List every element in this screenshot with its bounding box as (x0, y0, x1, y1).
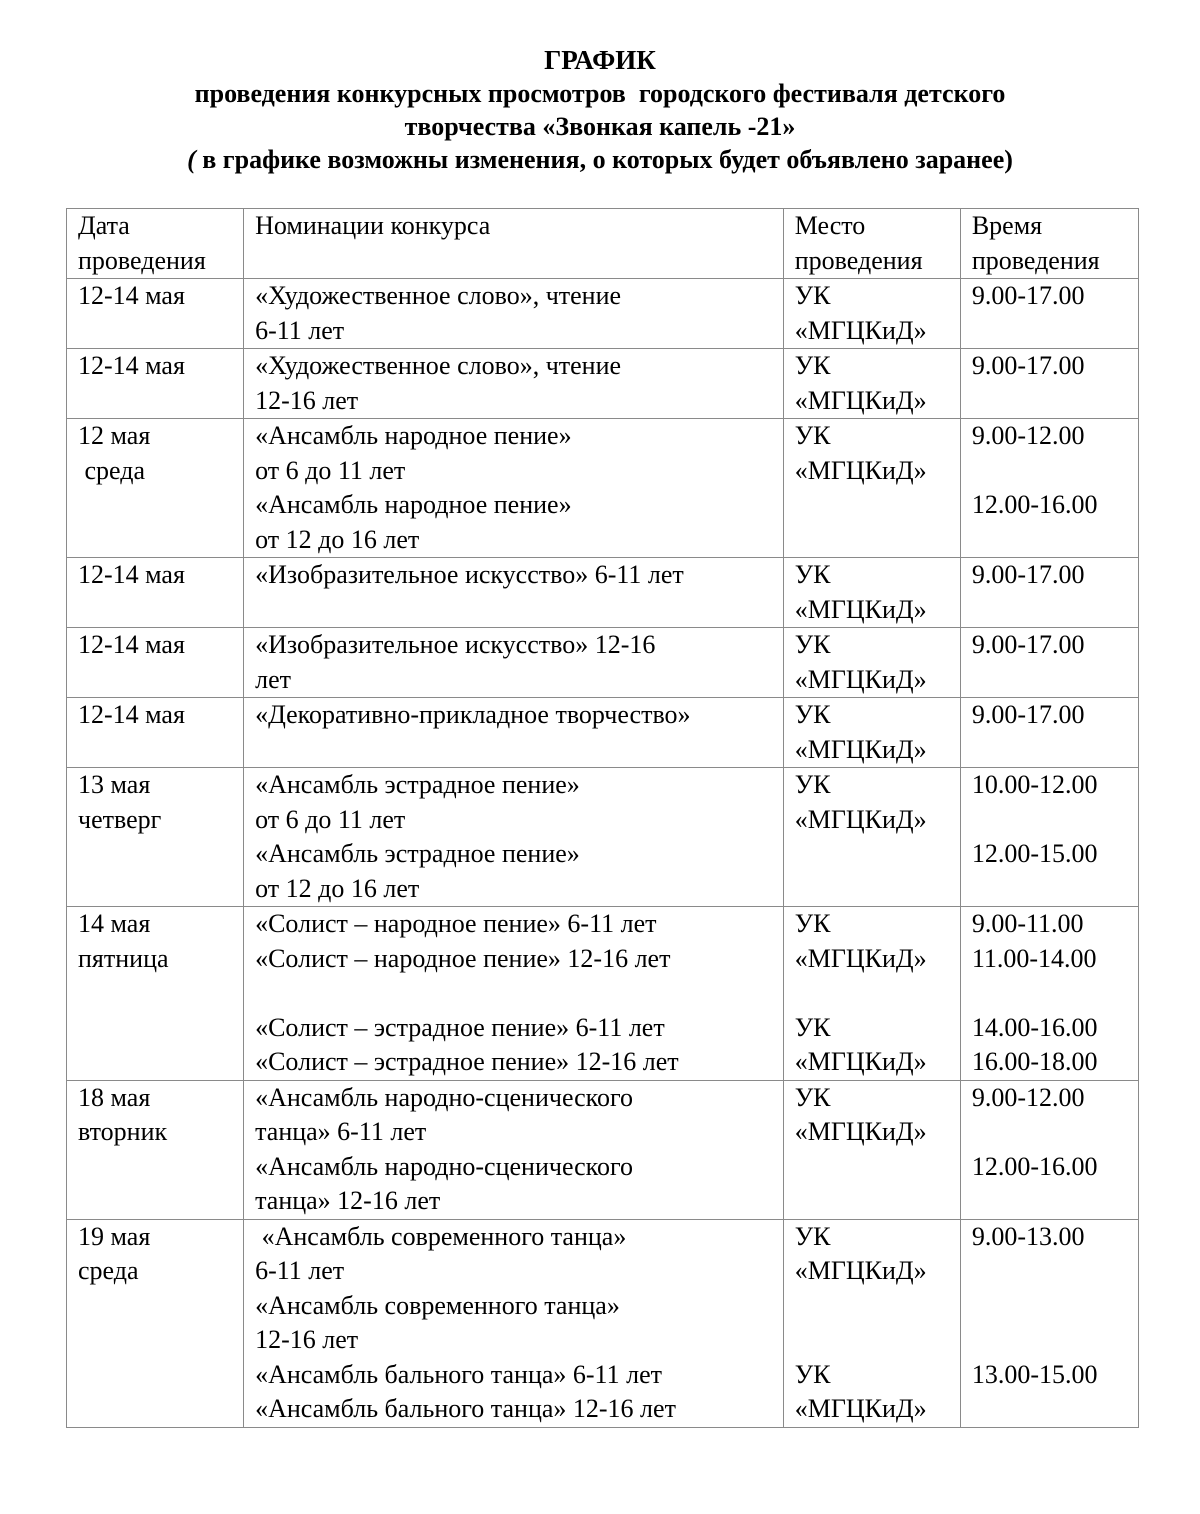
cell-place (783, 349, 960, 419)
cell-line (972, 1289, 1138, 1324)
cell-place (783, 907, 960, 1081)
cell-line: 16.00-18.00 (971, 1047, 1098, 1076)
cell-line (795, 1289, 960, 1324)
cell-date (67, 558, 244, 628)
cell-line: УК (794, 1221, 831, 1251)
cell-line: «МГЦКиД» (794, 943, 927, 973)
cell-line: «МГЦКиД» (794, 664, 927, 694)
cell-line: УК (794, 770, 831, 799)
cell-line: «Ансамбль бального танца» 6-11 лет (255, 1359, 662, 1389)
cell-line: от 6 до 11 лет (255, 455, 406, 485)
table-row (67, 349, 1139, 419)
cell-line: «МГЦКиД» (794, 734, 927, 764)
cell-line: «Солист – эстрадное пение» 6-11 лет (255, 1012, 665, 1042)
cell-line: 12 мая (78, 421, 151, 450)
cell-nomination (244, 349, 784, 419)
cell-line: 13.00-15.00 (971, 1359, 1098, 1389)
cell-date (67, 419, 244, 558)
table-row (67, 419, 1139, 558)
cell-line: 12-16 лет (255, 385, 359, 415)
cell-line: среда (78, 455, 146, 485)
header-time (960, 209, 1138, 279)
cell-line: Место (794, 211, 866, 240)
cell-line: «Солист – эстрадное пение» 12-16 лет (255, 1047, 679, 1076)
cell-place (783, 628, 960, 698)
table-row (67, 907, 1139, 1081)
cell-line: «Декоративно-прикладное творчество» (255, 700, 691, 729)
cell-nomination (244, 1219, 784, 1427)
cell-line: 14.00-16.00 (971, 1012, 1098, 1042)
cell-line (255, 976, 783, 1011)
cell-nomination (244, 279, 784, 349)
cell-line: УК (794, 351, 831, 380)
cell-time (960, 558, 1138, 628)
cell-line: УК (794, 1082, 831, 1112)
table-row (67, 628, 1139, 698)
table-row (67, 1080, 1139, 1219)
document-subtitle-line1: проведения конкурсных просмотров городского фестиваля детского (194, 79, 1006, 108)
cell-line: «Изобразительное искусство» 6-11 лет (255, 560, 684, 589)
cell-date (67, 907, 244, 1081)
cell-line: 12.00-15.00 (971, 839, 1098, 868)
cell-line: «Ансамбль современного танца» (255, 1221, 627, 1251)
cell-line: 12.00-16.00 (971, 490, 1098, 519)
cell-date (67, 349, 244, 419)
cell-time (960, 768, 1138, 907)
note-paren: ( (187, 145, 196, 174)
cell-place (783, 558, 960, 628)
cell-line (972, 1323, 1138, 1358)
cell-line: 12.00-16.00 (971, 1151, 1098, 1181)
cell-time (960, 628, 1138, 698)
document-note (0, 143, 1200, 176)
cell-line: «МГЦКиД» (794, 455, 927, 485)
cell-line: лет (255, 664, 291, 694)
cell-line: проведения (971, 245, 1100, 275)
cell-date (67, 698, 244, 768)
header-nomination (244, 209, 784, 279)
cell-line: УК (794, 560, 831, 589)
cell-line: пятница (78, 943, 169, 973)
cell-place (783, 698, 960, 768)
cell-line: «МГЦКиД» (794, 385, 927, 415)
cell-line: «Ансамбль народно-сценического (255, 1082, 634, 1112)
cell-line (972, 1115, 1138, 1150)
cell-date (67, 1219, 244, 1427)
cell-line: «Ансамбль бального танца» 12-16 лет (255, 1394, 676, 1423)
cell-line: «Ансамбль народно-сценического (255, 1151, 634, 1181)
cell-line: 9.00-11.00 (971, 909, 1084, 938)
cell-line: 9.00-17.00 (971, 700, 1085, 729)
cell-time (960, 907, 1138, 1081)
cell-line: 9.00-17.00 (971, 281, 1085, 310)
table-row (67, 279, 1139, 349)
cell-line: «МГЦКиД» (794, 1117, 927, 1146)
cell-line: 12-14 мая (78, 630, 185, 659)
cell-date (67, 1080, 244, 1219)
cell-line: 14 мая (78, 909, 151, 938)
note-text: в графике возможны изменения, о которых будет объявлено заранее) (195, 145, 1013, 174)
cell-line: «Ансамбль современного танца» (255, 1290, 620, 1320)
cell-line: УК (794, 630, 831, 659)
cell-line: «Ансамбль народное пение» (255, 490, 572, 519)
cell-line: «Ансамбль народное пение» (255, 421, 572, 450)
table-row (67, 558, 1139, 628)
cell-line: «Ансамбль эстрадное пение» (255, 839, 580, 868)
cell-line: 9.00-17.00 (971, 351, 1085, 380)
cell-line: 11.00-14.00 (971, 943, 1097, 973)
cell-nomination (244, 558, 784, 628)
cell-nomination (244, 768, 784, 907)
cell-line: 9.00-13.00 (971, 1221, 1085, 1251)
cell-line: 19 мая (78, 1221, 151, 1251)
cell-line (795, 976, 960, 1011)
cell-line: «МГЦКиД» (794, 804, 927, 834)
cell-line: вторник (78, 1117, 168, 1146)
cell-nomination (244, 628, 784, 698)
cell-line: 12-14 мая (78, 560, 185, 589)
cell-line: 12-16 лет (255, 1325, 359, 1354)
cell-line: 6-11 лет (255, 315, 345, 345)
cell-line: УК (794, 1359, 831, 1389)
cell-line: УК (794, 421, 831, 450)
cell-line: «МГЦКиД» (794, 315, 927, 345)
cell-line: 10.00-12.00 (971, 770, 1098, 799)
cell-line: 9.00-12.00 (971, 1082, 1085, 1112)
cell-line: «Солист – народное пение» 12-16 лет (255, 943, 671, 973)
cell-line: «Ансамбль эстрадное пение» (255, 770, 580, 799)
cell-nomination (244, 907, 784, 1081)
cell-line: «МГЦКиД» (794, 1394, 927, 1423)
cell-line: УК (794, 700, 831, 729)
cell-line: танца» 12-16 лет (255, 1186, 441, 1215)
cell-line: 9.00-17.00 (971, 630, 1085, 659)
cell-place (783, 1080, 960, 1219)
cell-line: 9.00-12.00 (971, 421, 1085, 450)
cell-line: 12-14 мая (78, 281, 185, 310)
schedule-table (66, 208, 1139, 1428)
header-place (783, 209, 960, 279)
cell-time (960, 1219, 1138, 1427)
cell-line: 12-14 мая (78, 700, 185, 729)
table-row (67, 768, 1139, 907)
document-subtitle-line2: творчества «Звонкая капель -21» (404, 112, 796, 141)
document-title: ГРАФИК (544, 45, 656, 75)
cell-line: от 6 до 11 лет (255, 804, 406, 834)
cell-place (783, 768, 960, 907)
cell-line: проведения (78, 245, 206, 275)
cell-line (972, 976, 1138, 1011)
cell-date (67, 628, 244, 698)
cell-line: проведения (794, 245, 923, 275)
cell-line: «МГЦКиД» (794, 1047, 927, 1076)
cell-line: Время (971, 211, 1043, 240)
cell-line: «МГЦКиД» (794, 594, 927, 624)
cell-line (972, 803, 1138, 838)
cell-line: 6-11 лет (255, 1256, 345, 1285)
cell-line: «МГЦКиД» (794, 1256, 927, 1285)
table-row (67, 1219, 1139, 1427)
cell-line: «Художественное слово», чтение (255, 351, 622, 380)
cell-time (960, 419, 1138, 558)
cell-line (795, 1323, 960, 1358)
cell-line: УК (794, 281, 831, 310)
cell-place (783, 1219, 960, 1427)
cell-line (972, 454, 1138, 489)
cell-date (67, 768, 244, 907)
cell-line: УК (794, 1012, 831, 1042)
cell-line: Дата (78, 211, 130, 240)
header-date (67, 209, 244, 279)
cell-line: среда (78, 1256, 139, 1285)
cell-line (972, 1254, 1138, 1289)
cell-line: от 12 до 16 лет (255, 524, 420, 554)
cell-time (960, 1080, 1138, 1219)
cell-nomination (244, 698, 784, 768)
cell-line: от 12 до 16 лет (255, 873, 420, 903)
cell-line: 18 мая (78, 1082, 151, 1112)
cell-line: танца» 6-11 лет (255, 1117, 427, 1146)
cell-time (960, 698, 1138, 768)
cell-line: УК (794, 909, 831, 938)
cell-nomination (244, 1080, 784, 1219)
cell-nomination (244, 419, 784, 558)
table-body (67, 279, 1139, 1428)
cell-line: «Художественное слово», чтение (255, 281, 622, 310)
cell-line: «Солист – народное пение» 6-11 лет (255, 909, 657, 938)
cell-place (783, 279, 960, 349)
cell-time (960, 279, 1138, 349)
cell-line: 12-14 мая (78, 351, 185, 380)
cell-line: 9.00-17.00 (971, 560, 1085, 589)
table-row (67, 698, 1139, 768)
cell-line: 13 мая (78, 770, 151, 799)
cell-place (783, 419, 960, 558)
cell-line: «Изобразительное искусство» 12-16 (255, 630, 656, 659)
cell-line: Номинации конкурса (255, 211, 491, 240)
cell-date (67, 279, 244, 349)
table-header-row (67, 209, 1139, 279)
cell-time (960, 349, 1138, 419)
cell-line: четверг (78, 804, 162, 834)
document-header (0, 44, 1200, 176)
